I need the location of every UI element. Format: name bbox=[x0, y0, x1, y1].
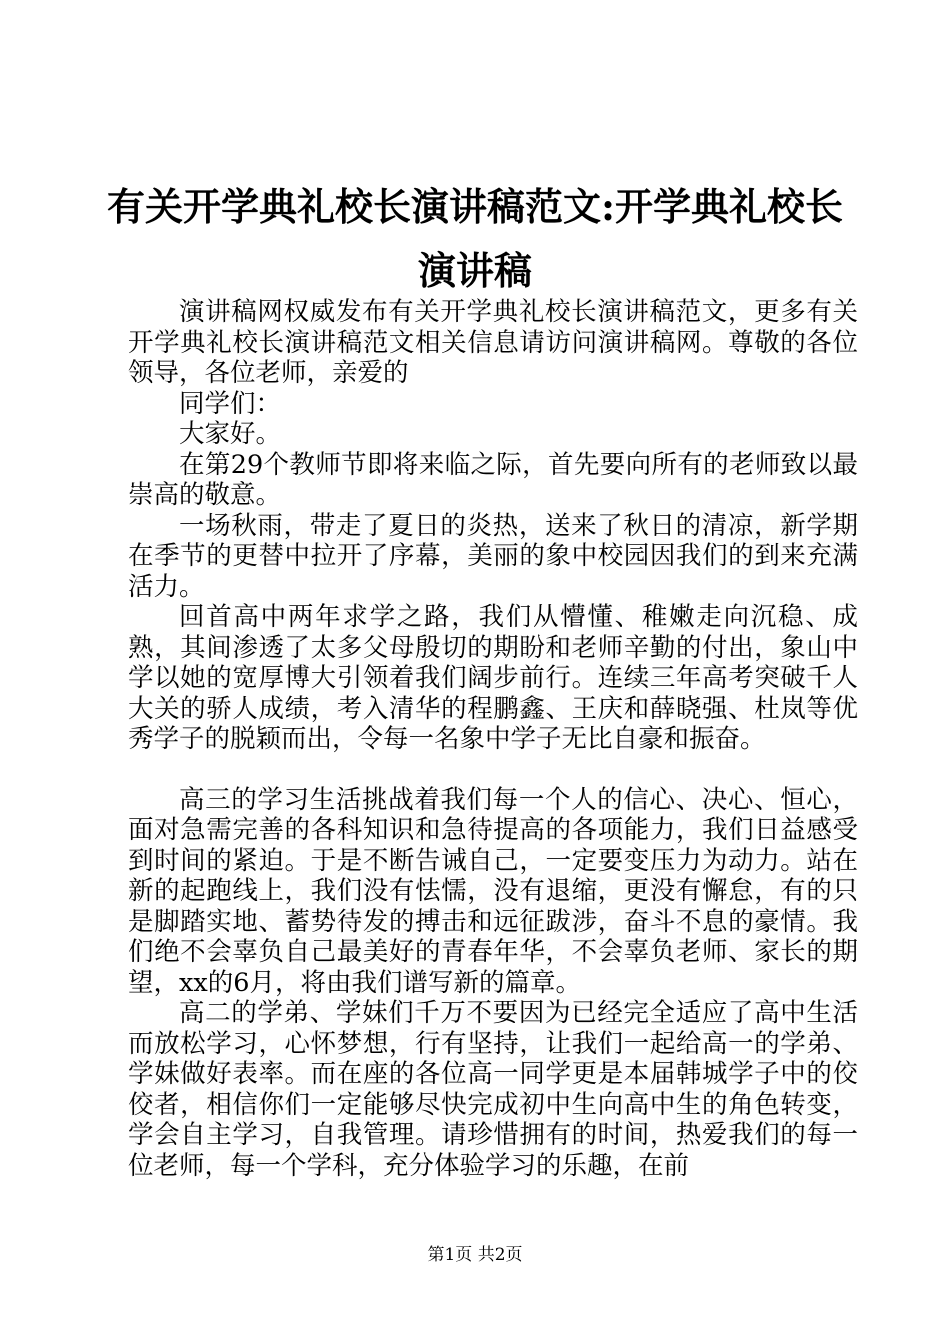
paragraph-greeting-students: 同学们： bbox=[179, 388, 282, 419]
document-title bbox=[100, 175, 850, 303]
paragraph-hello: 大家好。 bbox=[179, 419, 282, 449]
title-line-2: 演讲稿 bbox=[417, 248, 532, 293]
paragraph-looking-back: 回首高中两年求学之路，我们从懵懂、稚嫩走向沉稳、成熟，其间渗透了太多父母殷切的期盼和老师辛勤的付出，象山中学以她的宽厚博大引领着我们阔步前行。连续三年高考突破千人大关的骄人成绩，考入清华的程鹏鑫、王庆和薛晓强、杜岚等优秀学子的脱颖而出，令每一名象中学子无比自豪和振奋。 bbox=[128, 602, 858, 754]
paragraph-intro: 演讲稿网权威发布有关开学典礼校长演讲稿范文，更多有关开学典礼校长演讲稿范文相关信息请访问演讲稿网。尊敬的各位领导，各位老师，亲爱的 bbox=[128, 297, 858, 388]
paragraph-teachers-day: 在第29个教师节即将来临之际，首先要向所有的老师致以最崇高的敬意。 bbox=[128, 449, 858, 510]
page-footer: 第1页 共2页 bbox=[427, 1245, 523, 1265]
title-line-1: 有关开学典礼校长演讲稿范文:开学典礼校长 bbox=[106, 184, 844, 229]
paragraph-junior-students: 高二的学弟、学妹们千万不要因为已经完全适应了高中生活而放松学习，心怀梦想，行有坚持，让我们一起给高一的学弟、学妹做好表率。而在座的各位高一同学更是本届韩城学子中的佼佼者，相信你们一定能够尽快完成初中生向高中生的角色转变，学会自主学习，自我管理。请珍惜拥有的时间，热爱我们的每一位老师，每一个学科，充分体验学习的乐趣，在前 bbox=[128, 998, 858, 1181]
paragraph-senior-year: 高三的学习生活挑战着我们每一个人的信心、决心、恒心，面对急需完善的各科知识和急待提高的各项能力，我们日益感受到时间的紧迫。于是不断告诫自己，一定要变压力为动力。站在新的起跑线上，我们没有怯懦，没有退缩，更没有懈怠，有的只是脚踏实地、蓄势待发的搏击和远征跋涉，奋斗不息的豪情。我们绝不会辜负自己最美好的青春年华，不会辜负老师、家长的期望，xx的6月，将由我们谱写新的篇章。 bbox=[128, 784, 858, 998]
document-body bbox=[128, 297, 858, 1181]
paragraph-autumn-rain: 一场秋雨，带走了夏日的炎热，送来了秋日的清凉，新学期在季节的更替中拉开了序幕，美丽的象中校园因我们的到来充满活力。 bbox=[128, 510, 858, 602]
